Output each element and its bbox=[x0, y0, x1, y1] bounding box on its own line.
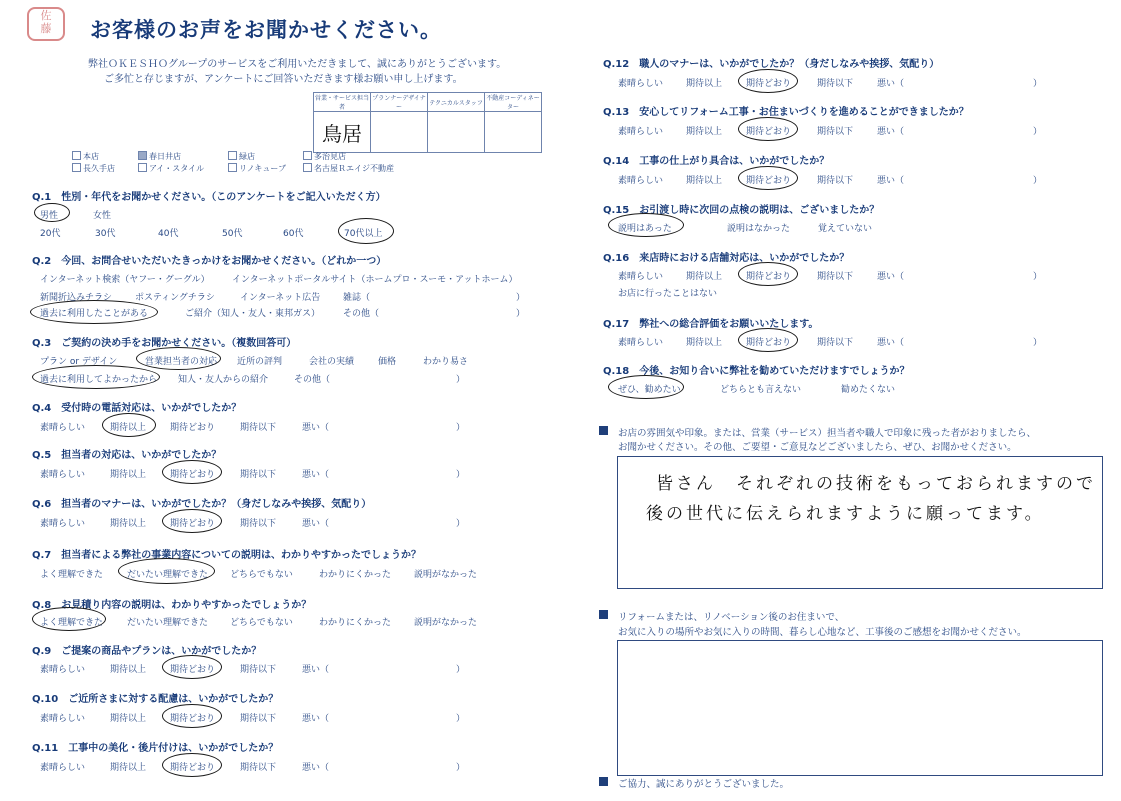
bullet-square bbox=[599, 610, 608, 619]
option[interactable]: 50代 bbox=[222, 229, 243, 239]
question-label: Q.13 安心してリフォーム工事・お住まいづくりを進めることができましたか？ bbox=[603, 107, 969, 118]
answer-circle bbox=[32, 365, 160, 389]
bullet-square bbox=[599, 777, 608, 786]
option[interactable]: 期待以下 bbox=[240, 714, 277, 724]
option[interactable]: 覚えていない bbox=[818, 224, 873, 234]
question-label: Q.15 お引渡し時に次回の点検の説明は、ございましたか？ bbox=[603, 205, 880, 216]
option[interactable]: 素晴らしい bbox=[40, 714, 86, 724]
page-title: お客様のお声をお聞かせください。 bbox=[90, 18, 442, 42]
staff-header: 不動産コーディネーター bbox=[485, 93, 542, 112]
option[interactable]: 期待どおり bbox=[746, 176, 792, 186]
option[interactable]: 期待どおり bbox=[746, 127, 792, 137]
question-label: Q.12 職人のマナーは、いかがでしたか？（身だしなみや挨拶、気配り） bbox=[603, 59, 940, 70]
option[interactable]: わかりにくかった bbox=[319, 618, 392, 628]
shop-checkbox[interactable]: 名古屋Ｒエイジ不動産 bbox=[303, 163, 394, 174]
option[interactable]: 悪い（ bbox=[302, 519, 330, 529]
option[interactable]: お店に行ったことはない bbox=[618, 289, 718, 299]
answer-circle bbox=[34, 203, 70, 222]
option[interactable]: 期待以下 bbox=[240, 665, 277, 675]
option[interactable]: 期待以上 bbox=[686, 176, 723, 186]
option: ） bbox=[1033, 127, 1043, 137]
option[interactable]: 説明はなかった bbox=[727, 224, 791, 234]
option[interactable]: どちらでもない bbox=[230, 570, 293, 580]
handwritten-comment-line: 皆さん それぞれの技術をもっておられますので bbox=[656, 474, 1096, 494]
answer-circle bbox=[738, 262, 798, 286]
option: ） bbox=[456, 519, 466, 529]
answer-circle bbox=[608, 375, 684, 399]
staff-technical-name[interactable] bbox=[428, 112, 485, 153]
answer-circle bbox=[30, 300, 158, 324]
option[interactable]: 期待どおり bbox=[746, 79, 792, 89]
option[interactable]: 期待以下 bbox=[817, 79, 854, 89]
option[interactable]: 素晴らしい bbox=[40, 665, 86, 675]
option: ） bbox=[456, 470, 466, 480]
answer-circle bbox=[162, 460, 222, 484]
option[interactable]: 素晴らしい bbox=[40, 519, 86, 529]
option[interactable]: 知人・友人からの紹介 bbox=[178, 375, 269, 385]
answer-circle bbox=[162, 704, 222, 728]
option[interactable]: どちらとも言えない bbox=[720, 385, 802, 395]
option[interactable]: 営業担当者の対応 bbox=[145, 357, 218, 367]
option[interactable]: 悪い（ bbox=[877, 127, 905, 137]
answer-circle bbox=[162, 655, 222, 679]
answer-circle bbox=[738, 69, 798, 93]
option[interactable]: 素晴らしい bbox=[618, 127, 664, 137]
answer-circle bbox=[102, 413, 156, 437]
answer-circle bbox=[338, 218, 394, 244]
option[interactable]: 期待以下 bbox=[240, 763, 277, 773]
answer-circle bbox=[738, 328, 798, 352]
option[interactable]: 男性 bbox=[40, 211, 59, 221]
option[interactable]: ご紹介（知人・友人・東邦ガス） bbox=[185, 309, 321, 319]
option[interactable]: 期待以上 bbox=[686, 79, 723, 89]
shop-checkbox[interactable]: 本店 bbox=[72, 151, 99, 162]
staff-table bbox=[313, 92, 542, 153]
answer-circle bbox=[738, 166, 798, 190]
shop-checkbox[interactable]: 長久手店 bbox=[72, 163, 115, 174]
option[interactable]: だいたい理解できた bbox=[127, 570, 209, 580]
option[interactable]: 70代以上 bbox=[344, 229, 383, 239]
option[interactable]: 期待どおり bbox=[746, 272, 792, 282]
option[interactable]: 40代 bbox=[158, 229, 179, 239]
option: ） bbox=[456, 714, 466, 724]
option[interactable]: 期待どおり bbox=[170, 714, 216, 724]
option[interactable]: 20代 bbox=[40, 229, 61, 239]
question-label: Q.9 ご提案の商品やプランは、いかがでしたか？ bbox=[32, 646, 262, 657]
option[interactable]: 期待以下 bbox=[240, 470, 277, 480]
question-label: Q.11 工事中の美化・後片付けは、いかがでしたか？ bbox=[32, 743, 279, 754]
question-label: Q.2 今回、お問合せいただいたきっかけをお聞かせください。（どれか一つ） bbox=[32, 256, 387, 267]
option[interactable]: どちらでもない bbox=[230, 618, 293, 628]
answer-circle bbox=[136, 347, 221, 370]
option: ） bbox=[1033, 79, 1043, 89]
option[interactable]: 期待以上 bbox=[686, 127, 723, 137]
shop-checkbox[interactable]: アイ・スタイル bbox=[138, 163, 204, 174]
option[interactable]: 近所の評判 bbox=[237, 357, 283, 367]
handwritten-comment-line: 後の世代に伝えられますように願ってます。 bbox=[646, 504, 1045, 524]
option[interactable]: 期待どおり bbox=[170, 470, 216, 480]
option[interactable]: プラン or デザイン bbox=[40, 357, 118, 367]
option[interactable]: ポスティングチラシ bbox=[135, 293, 215, 303]
option[interactable]: インターネットポータルサイト（ホームプロ・スーモ・アットホーム） bbox=[232, 275, 518, 285]
option[interactable]: 悪い（ bbox=[877, 272, 905, 282]
option[interactable]: 期待どおり bbox=[746, 338, 792, 348]
option[interactable]: 期待どおり bbox=[170, 665, 216, 675]
option[interactable]: 期待以下 bbox=[817, 272, 854, 282]
option[interactable]: 悪い（ bbox=[877, 79, 905, 89]
option[interactable]: 素晴らしい bbox=[618, 338, 664, 348]
question-label: Q.14 工事の仕上がり具合は、いかがでしたか？ bbox=[603, 156, 830, 167]
option[interactable]: よく理解できた bbox=[40, 570, 104, 580]
shop-checkbox[interactable]: 多治見店 bbox=[303, 151, 346, 162]
question-label: Q.1 性別・年代をお聞かせください。（このアンケートをご記入いただく方） bbox=[32, 192, 386, 203]
option[interactable]: よく理解できた bbox=[40, 618, 104, 628]
option[interactable]: 期待以上 bbox=[110, 519, 147, 529]
option: ） bbox=[1033, 338, 1043, 348]
option[interactable]: 新聞折込みチラシ bbox=[40, 293, 113, 303]
option[interactable]: 期待以上 bbox=[110, 763, 147, 773]
option[interactable]: その他（ bbox=[294, 375, 331, 385]
option[interactable]: わかりにくかった bbox=[319, 570, 392, 580]
question-label: Q.18 今後、お知り合いに弊社を勧めていただけますでしょうか？ bbox=[603, 366, 910, 377]
staff-realestate-name[interactable] bbox=[485, 112, 542, 153]
seal-stamp: 佐 藤 bbox=[27, 7, 65, 41]
option[interactable]: 素晴らしい bbox=[618, 79, 664, 89]
shop-checkbox[interactable]: 緑店 bbox=[228, 151, 255, 162]
option: ） bbox=[1033, 176, 1043, 186]
option[interactable]: 悪い（ bbox=[877, 338, 905, 348]
option[interactable]: 女性 bbox=[93, 211, 112, 221]
option[interactable]: 価格 bbox=[378, 357, 397, 367]
option[interactable]: 期待以上 bbox=[686, 338, 723, 348]
option[interactable]: 期待以下 bbox=[240, 519, 277, 529]
question-label: Q.8 お見積り内容の説明は、わかりやすかったでしょうか？ bbox=[32, 600, 312, 611]
option: ） bbox=[516, 293, 526, 303]
comment-prompt-line: リフォームまたは、リノベーション後のお住まいで、 bbox=[618, 612, 845, 623]
option: ） bbox=[456, 763, 466, 773]
shop-checkbox[interactable]: 春日井店 bbox=[138, 151, 181, 162]
option[interactable]: 悪い（ bbox=[877, 176, 905, 186]
option[interactable]: 素晴らしい bbox=[618, 176, 664, 186]
option[interactable]: 期待どおり bbox=[170, 763, 216, 773]
option[interactable]: 勧めたくない bbox=[841, 385, 896, 395]
option[interactable]: ぜひ、勧めたい bbox=[618, 385, 681, 395]
option[interactable]: インターネット検索（ヤフー・グーグル） bbox=[40, 275, 210, 285]
question-label: Q.10 ご近所さまに対する配慮は、いかがでしたか？ bbox=[32, 694, 279, 705]
option[interactable]: 雑誌（ bbox=[343, 293, 371, 303]
option[interactable]: だいたい理解できた bbox=[127, 618, 209, 628]
option[interactable]: 期待以上 bbox=[110, 423, 147, 433]
option[interactable]: 60代 bbox=[283, 229, 304, 239]
question-label: Q.3 ご契約の決め手をお聞かせください。（複数回答可） bbox=[32, 338, 297, 349]
option[interactable]: 素晴らしい bbox=[40, 470, 86, 480]
question-label: Q.7 担当者による弊社の事業内容についての説明は、わかりやすかったでしょうか？ bbox=[32, 550, 422, 561]
intro-line-2: ご多忙と存じますが、アンケートにご回答いただきます様お願い申し上げます。 bbox=[104, 74, 463, 85]
option[interactable]: 期待以下 bbox=[817, 127, 854, 137]
option[interactable]: 説明はあった bbox=[618, 224, 672, 234]
thanks-message: ご協力、誠にありがとうございました。 bbox=[618, 779, 790, 790]
option: ） bbox=[516, 309, 526, 319]
answer-circle bbox=[608, 213, 684, 237]
option[interactable]: 素晴らしい bbox=[618, 272, 664, 282]
option[interactable]: 期待以上 bbox=[110, 470, 147, 480]
answer-circle bbox=[32, 607, 106, 631]
option[interactable]: 期待以下 bbox=[817, 176, 854, 186]
comment-box-impressions[interactable] bbox=[617, 456, 1103, 589]
bullet-square bbox=[599, 426, 608, 435]
option[interactable]: 素晴らしい bbox=[40, 763, 86, 773]
question-label: Q.6 担当者のマナーは、いかがでしたか？（身だしなみや挨拶、気配り） bbox=[32, 499, 372, 510]
option[interactable]: 過去に利用してよかったから bbox=[40, 375, 158, 385]
staff-sales-name[interactable]: 鳥居 bbox=[314, 112, 371, 153]
question-label: Q.5 担当者の対応は、いかがでしたか？ bbox=[32, 450, 222, 461]
comment-prompt-line: お気に入りの場所やお気に入りの時間、暮らし心地など、工事後のご感想をお聞かせください。 bbox=[618, 627, 1027, 638]
option[interactable]: 期待どおり bbox=[170, 423, 216, 433]
shop-checkbox[interactable]: リノキューブ bbox=[228, 163, 286, 174]
option[interactable]: 期待以上 bbox=[686, 272, 723, 282]
comment-prompt-line: お店の雰囲気や印象。または、営業（サービス）担当者や職人で印象に残った者がおりましたら、 bbox=[618, 428, 1037, 439]
question-label: Q.4 受付時の電話対応は、いかがでしたか？ bbox=[32, 403, 242, 414]
option[interactable]: 悪い（ bbox=[302, 714, 330, 724]
staff-header: テクニカルスタッフ bbox=[428, 93, 485, 112]
comment-box-after-reform[interactable] bbox=[617, 640, 1103, 776]
answer-circle bbox=[118, 558, 215, 584]
option[interactable]: 過去に利用したことがある bbox=[40, 309, 149, 319]
comment-prompt-line: お聞かせください。その他、ご要望・ご意見などございましたら、ぜひ、お聞かせください。 bbox=[618, 442, 1017, 453]
option[interactable]: わかり易さ bbox=[423, 357, 469, 367]
question-label: Q.16 来店時における店舗対応は、いかがでしたか？ bbox=[603, 253, 850, 264]
option[interactable]: 悪い（ bbox=[302, 763, 330, 773]
option[interactable]: 30代 bbox=[95, 229, 116, 239]
option[interactable]: 素晴らしい bbox=[40, 423, 86, 433]
option[interactable]: 悪い（ bbox=[302, 423, 330, 433]
answer-circle bbox=[162, 753, 222, 777]
option[interactable]: 期待以上 bbox=[110, 714, 147, 724]
option[interactable]: 期待どおり bbox=[170, 519, 216, 529]
staff-header: プランナーデザイナー bbox=[371, 93, 428, 112]
question-label: Q.17 弊社への総合評価をお願いいたします。 bbox=[603, 319, 819, 330]
option[interactable]: 期待以下 bbox=[240, 423, 277, 433]
answer-circle bbox=[162, 509, 222, 533]
option[interactable]: 説明がなかった bbox=[414, 570, 478, 580]
option[interactable]: 悪い（ bbox=[302, 470, 330, 480]
option: ） bbox=[1033, 272, 1043, 282]
option: ） bbox=[456, 665, 466, 675]
option[interactable]: 説明がなかった bbox=[414, 618, 478, 628]
staff-header: 営業・サービス担当者 bbox=[314, 93, 371, 112]
option[interactable]: 会社の実績 bbox=[309, 357, 355, 367]
option: ） bbox=[456, 375, 466, 385]
option[interactable]: 期待以上 bbox=[110, 665, 147, 675]
option[interactable]: 期待以下 bbox=[817, 338, 854, 348]
option[interactable]: 悪い（ bbox=[302, 665, 330, 675]
option[interactable]: その他（ bbox=[343, 309, 380, 319]
staff-planner-name[interactable] bbox=[371, 112, 428, 153]
option[interactable]: インターネット広告 bbox=[240, 293, 321, 303]
option: ） bbox=[456, 423, 466, 433]
answer-circle bbox=[738, 117, 798, 141]
intro-line-1: 弊社ＯＫＥＳＨＯグループのサービスをご利用いただきまして、誠にありがとうございます。 bbox=[88, 59, 507, 70]
